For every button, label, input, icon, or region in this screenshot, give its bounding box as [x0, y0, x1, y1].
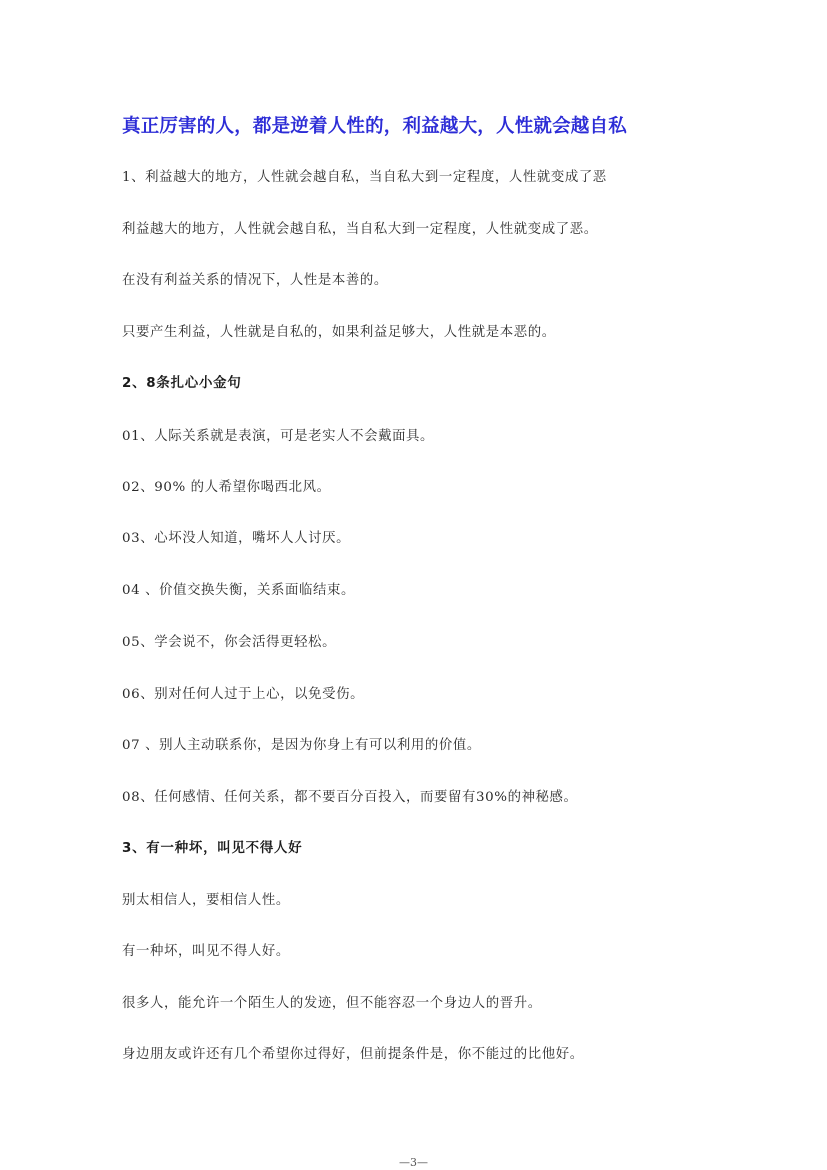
section-3-paragraph: 有一种坏，叫见不得人好。 [122, 944, 290, 959]
section-1-paragraph: 利益越大的地方，人性就会越自私，当自私大到一定程度，人性就变成了恶。 [122, 222, 598, 237]
section-1-heading: 1、利益越大的地方，人性就会越自私，当自私大到一定程度，人性就变成了恶 [122, 170, 607, 185]
quote-item: 06、别对任何人过于上心，以免受伤。 [122, 687, 365, 702]
document-title: 真正厉害的人，都是逆着人性的，利益越大，人性就会越自私 [122, 116, 627, 137]
quote-item: 03、心坏没人知道，嘴坏人人讨厌。 [122, 531, 351, 546]
quote-item: 07 、别人主动联系你，是因为你身上有可以利用的价值。 [122, 738, 481, 753]
quote-item: 05、学会说不，你会活得更轻松。 [122, 635, 337, 650]
quote-item: 08、任何感情、任何关系，都不要百分百投入，而要留有30%的神秘感。 [122, 790, 578, 805]
section-3-heading: 3、有一种坏，叫见不得人好 [122, 841, 303, 856]
quote-item: 04 、价值交换失衡，关系面临结束。 [122, 583, 355, 598]
section-1-paragraph: 在没有利益关系的情况下，人性是本善的。 [122, 273, 388, 288]
quote-item: 02、90% 的人希望你喝西北风。 [122, 480, 331, 495]
section-3-paragraph: 身边朋友或许还有几个希望你过得好，但前提条件是，你不能过的比他好。 [122, 1047, 584, 1062]
section-1-paragraph: 只要产生利益，人性就是自私的，如果利益足够大，人性就是本恶的。 [122, 325, 556, 340]
page-number: —3— [399, 1156, 428, 1169]
quote-item: 01、人际关系就是表演，可是老实人不会戴面具。 [122, 429, 435, 444]
section-3-paragraph: 别太相信人，要相信人性。 [122, 893, 290, 908]
section-2-heading: 2、8条扎心小金句 [122, 376, 242, 391]
section-3-paragraph: 很多人，能允许一个陌生人的发迹，但不能容忍一个身边人的晋升。 [122, 996, 542, 1011]
